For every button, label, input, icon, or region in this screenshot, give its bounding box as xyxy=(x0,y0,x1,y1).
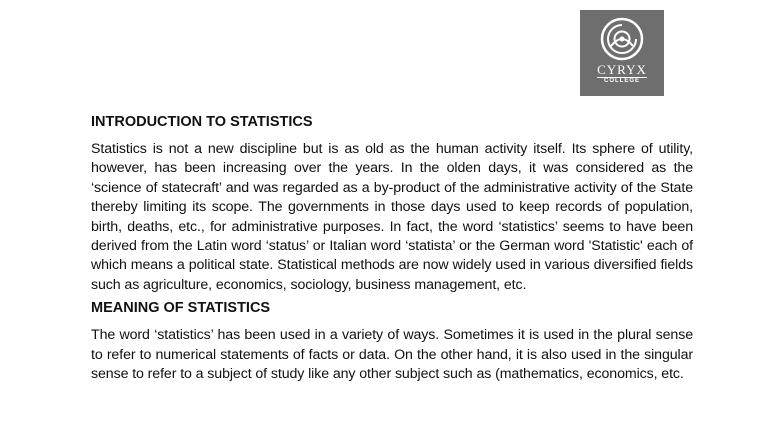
logo-subtitle: COLLEGE xyxy=(597,77,647,85)
college-logo xyxy=(580,10,664,96)
section-heading-introduction: INTRODUCTION TO STATISTICS xyxy=(91,114,313,130)
logo-wordmark: CYRYX xyxy=(597,62,647,77)
section-heading-meaning: MEANING OF STATISTICS xyxy=(91,300,271,317)
document-body xyxy=(91,113,693,384)
section-paragraph-meaning: The word ‘statistics’ has been used in a variety of ways. Sometimes it is used in the plural sense to refer to numerical statements of facts or data. On the other hand, it is also used in the singular sense to refer to a subject of study like any other subject such as (mathematics, economics, etc. xyxy=(91,327,693,383)
logo-emblem-icon xyxy=(599,16,645,62)
section-paragraph-introduction: Statistics is not a new discipline but is as old as the human activity itself. Its sphere of utility, however, has been increasing over the years. In the olden days, it was considered as the ‘science of statecraft’ and was regarded as a by-product of the administrative activity of the State thereby limiting its scope. The governments in those days used to keep records of population, birth, deaths, etc., for administrative purposes. In fact, the word ‘statistics’ seems to have been derived from the Latin word ‘status’ or Italian word ‘statista’ or the German word 'Statistic' each of which means a political state. Statistical methods are now widely used in various diversified fields such as agriculture, economics, sociology, business management, etc. xyxy=(91,141,693,293)
